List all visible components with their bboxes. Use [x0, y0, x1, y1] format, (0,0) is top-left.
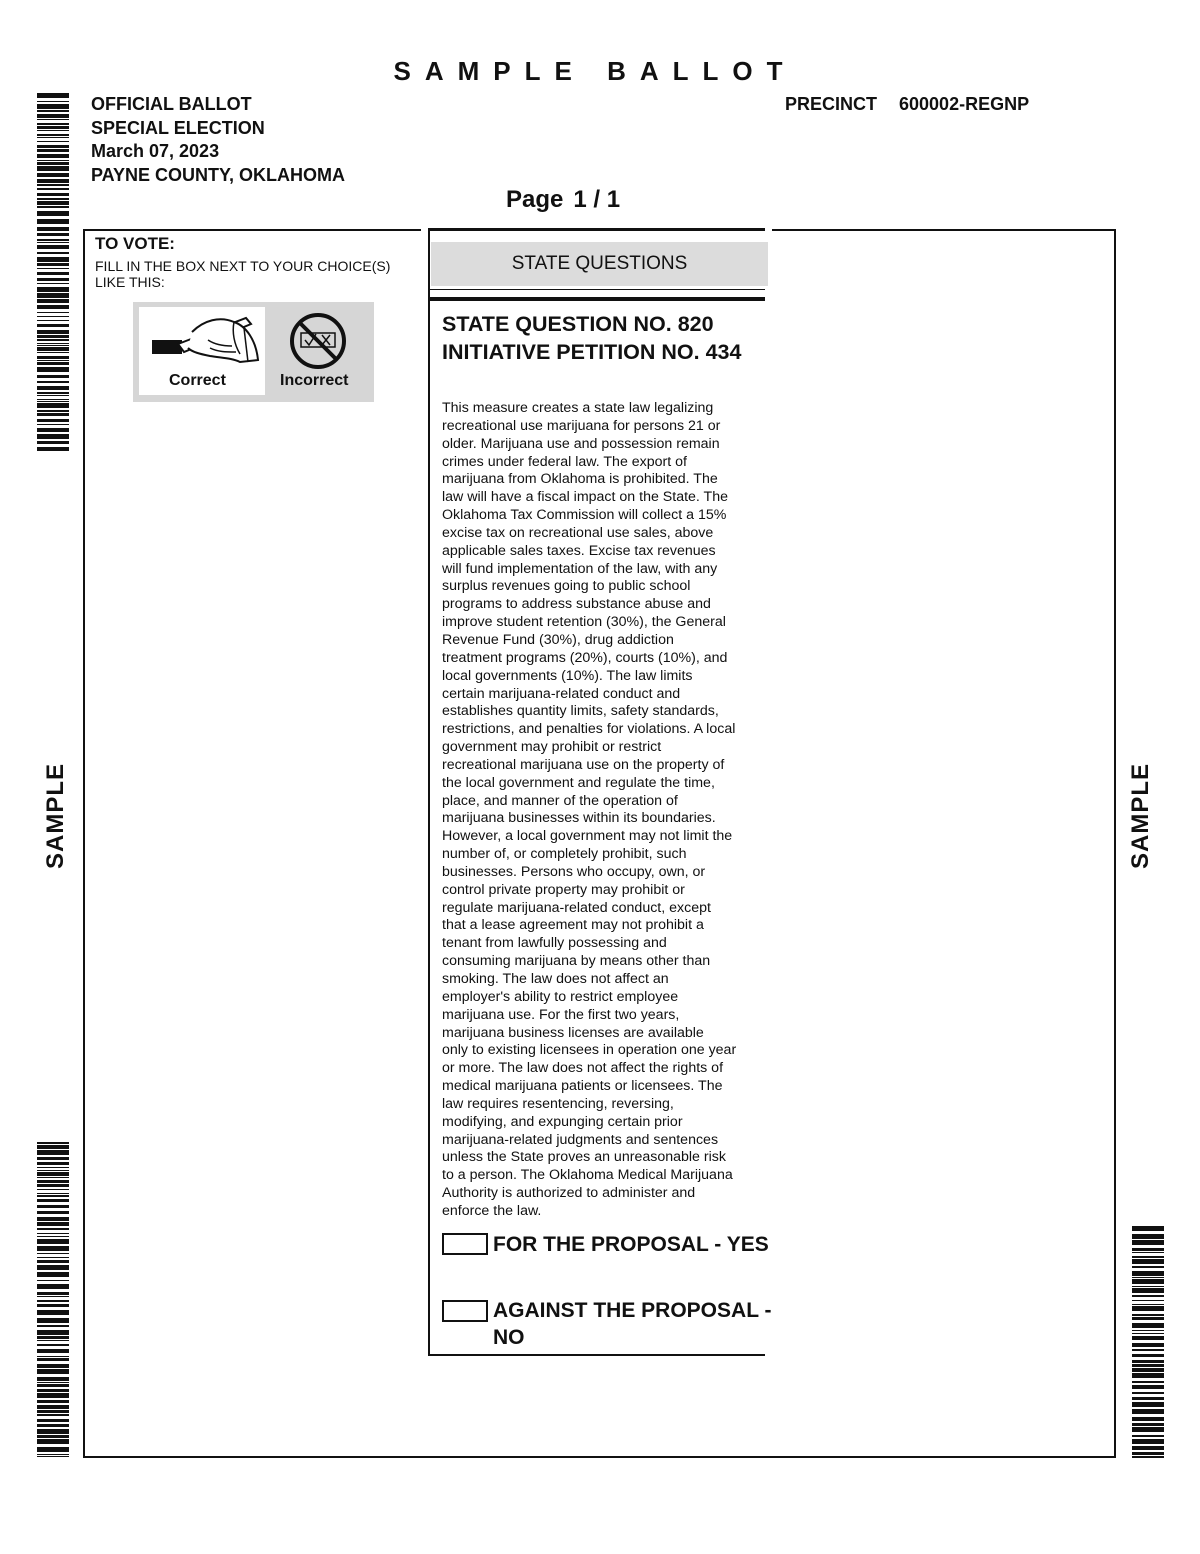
sample-watermark-right: SAMPLE — [1127, 763, 1154, 870]
question-text-line: applicable sales taxes. Excise tax revenues — [442, 542, 716, 559]
question-text-line: older. Marijuana use and possession remain — [442, 435, 720, 452]
barcode-bottom-left — [37, 1142, 69, 1460]
prohibited-checkmark-icon — [288, 311, 348, 371]
header-line-county: PAYNE COUNTY, OKLAHOMA — [91, 164, 346, 185]
section-rule-thin — [428, 289, 765, 290]
question-text-line: medical marijuana patients or licensees. The — [442, 1078, 723, 1095]
question-text-line: restrictions, and penalties for violations. A local — [442, 721, 736, 738]
question-text-line: regulate marijuana-related conduct, except — [442, 899, 711, 916]
ballot-header-info — [91, 93, 345, 187]
page-number — [506, 186, 620, 214]
page-label: Page — [506, 186, 564, 213]
question-text-line: recreational marijuana use on the property of — [442, 756, 725, 773]
question-text-line: marijuana use. For the first two years, — [442, 1006, 680, 1023]
precinct-info — [785, 94, 1029, 115]
question-text-line: Revenue Fund (30%), drug addiction — [442, 631, 674, 648]
question-text-line: improve student retention (30%), the General — [442, 614, 726, 631]
question-text-line: excise tax on recreational use sales, above — [442, 524, 714, 541]
question-text-line: marijuana from Oklahoma is prohibited. The — [442, 471, 718, 488]
question-text-line: recreational use marijuana for persons 21 or — [442, 417, 721, 434]
question-text-line: programs to address substance abuse and — [442, 596, 711, 613]
question-text-line: government may prohibit or restrict — [442, 739, 662, 756]
question-text-line: marijuana-related judgments and sentences — [442, 1131, 719, 1148]
pen-filling-box-icon — [148, 310, 263, 372]
question-text-line: consuming marijuana by means other than — [442, 953, 711, 970]
question-text-line: However, a local government may not limit the — [442, 828, 733, 845]
option-for-label[interactable]: FOR THE PROPOSAL - YES — [493, 1233, 769, 1256]
question-text-line: surplus revenues going to public school — [442, 578, 691, 595]
question-text-line: modifying, and expunging certain prior — [442, 1113, 683, 1130]
incorrect-label: Incorrect — [280, 372, 349, 389]
question-text-line: This measure creates a state law legalizing — [442, 400, 714, 416]
question-text — [442, 400, 768, 1221]
question-text-line: the local government and regulate the time, — [442, 774, 715, 791]
question-text-line: or more. The law does not affect the rights of — [442, 1060, 724, 1077]
column-left-border — [428, 229, 430, 1356]
precinct-value: 600002-REGNP — [899, 94, 1030, 114]
question-text-line: law requires resentencing, reversing, — [442, 1095, 674, 1112]
question-text-line: that a lease agreement may not prohibit a — [442, 917, 704, 934]
to-vote-instructions: FILL IN THE BOX NEXT TO YOUR CHOICE(S) LIKE THIS: — [95, 258, 391, 290]
question-text-line: marijuana businesses within its boundaries. — [442, 810, 716, 827]
section-rule-thick — [428, 297, 765, 301]
page-value: 1 / 1 — [573, 186, 621, 213]
question-text-line: local governments (10%). The law limits — [442, 667, 693, 684]
frame-top-left — [83, 229, 421, 231]
question-text-line: number of, or completely prohibit, such — [442, 846, 687, 863]
question-text-line: enforce the law. — [442, 1202, 542, 1219]
precinct-label: PRECINCT — [785, 94, 878, 114]
question-text-line: tenant from lawfully possessing and — [442, 935, 667, 952]
header-line-election: SPECIAL ELECTION — [91, 117, 265, 138]
question-text-line: crimes under federal law. The export of — [442, 453, 687, 470]
question-text-line: certain marijuana-related conduct and — [442, 685, 681, 702]
question-text-line: will fund implementation of the law, with any — [442, 560, 718, 577]
question-bottom-rule — [428, 1354, 765, 1356]
frame-top-middle — [428, 228, 765, 231]
question-text-line: place, and manner of the operation of — [442, 792, 678, 809]
question-title: STATE QUESTION NO. 820 INITIATIVE PETITION NO. 434 — [442, 312, 742, 364]
vote-box-against[interactable] — [442, 1300, 488, 1322]
barcode-top-left — [37, 93, 69, 453]
option-against-label[interactable]: AGAINST THE PROPOSAL - NO — [493, 1299, 772, 1349]
header-line-date: March 07, 2023 — [91, 141, 220, 161]
question-text-line: control private property may prohibit or — [442, 881, 685, 898]
correct-label: Correct — [169, 372, 226, 389]
question-text-line: to a person. The Oklahoma Medical Marijuana — [442, 1167, 733, 1184]
question-text-line: Authority is authorized to administer and — [442, 1185, 696, 1202]
question-text-line: treatment programs (20%), courts (10%), and — [442, 649, 728, 666]
question-text-line: only to existing licensees in operation one year — [442, 1042, 737, 1059]
question-text-line: marijuana business licenses are available — [442, 1024, 704, 1041]
question-text-line: establishes quantity limits, safety standards, — [442, 703, 719, 720]
frame-top-right — [772, 229, 1114, 231]
question-text-line: businesses. Persons who occupy, own, or — [442, 863, 706, 880]
sample-watermark-left: SAMPLE — [42, 763, 69, 870]
to-vote-heading: TO VOTE: — [95, 234, 175, 253]
barcode-bottom-right — [1132, 1226, 1164, 1460]
question-text-line: Oklahoma Tax Commission will collect a 15% — [442, 507, 727, 524]
ballot-title: SAMPLE BALLOT — [393, 56, 797, 86]
vote-box-for[interactable] — [442, 1233, 488, 1255]
question-text-line: employer's ability to restrict employee — [442, 988, 679, 1005]
header-line-ballot-type: OFFICIAL BALLOT — [91, 94, 252, 114]
question-text-line: unless the State proves an unreasonable risk — [442, 1149, 726, 1166]
question-text-line: law will have a fiscal impact on the State. The — [442, 489, 728, 506]
section-header: STATE QUESTIONS — [431, 242, 768, 286]
question-text-line: smoking. The law does not affect an — [442, 971, 669, 987]
